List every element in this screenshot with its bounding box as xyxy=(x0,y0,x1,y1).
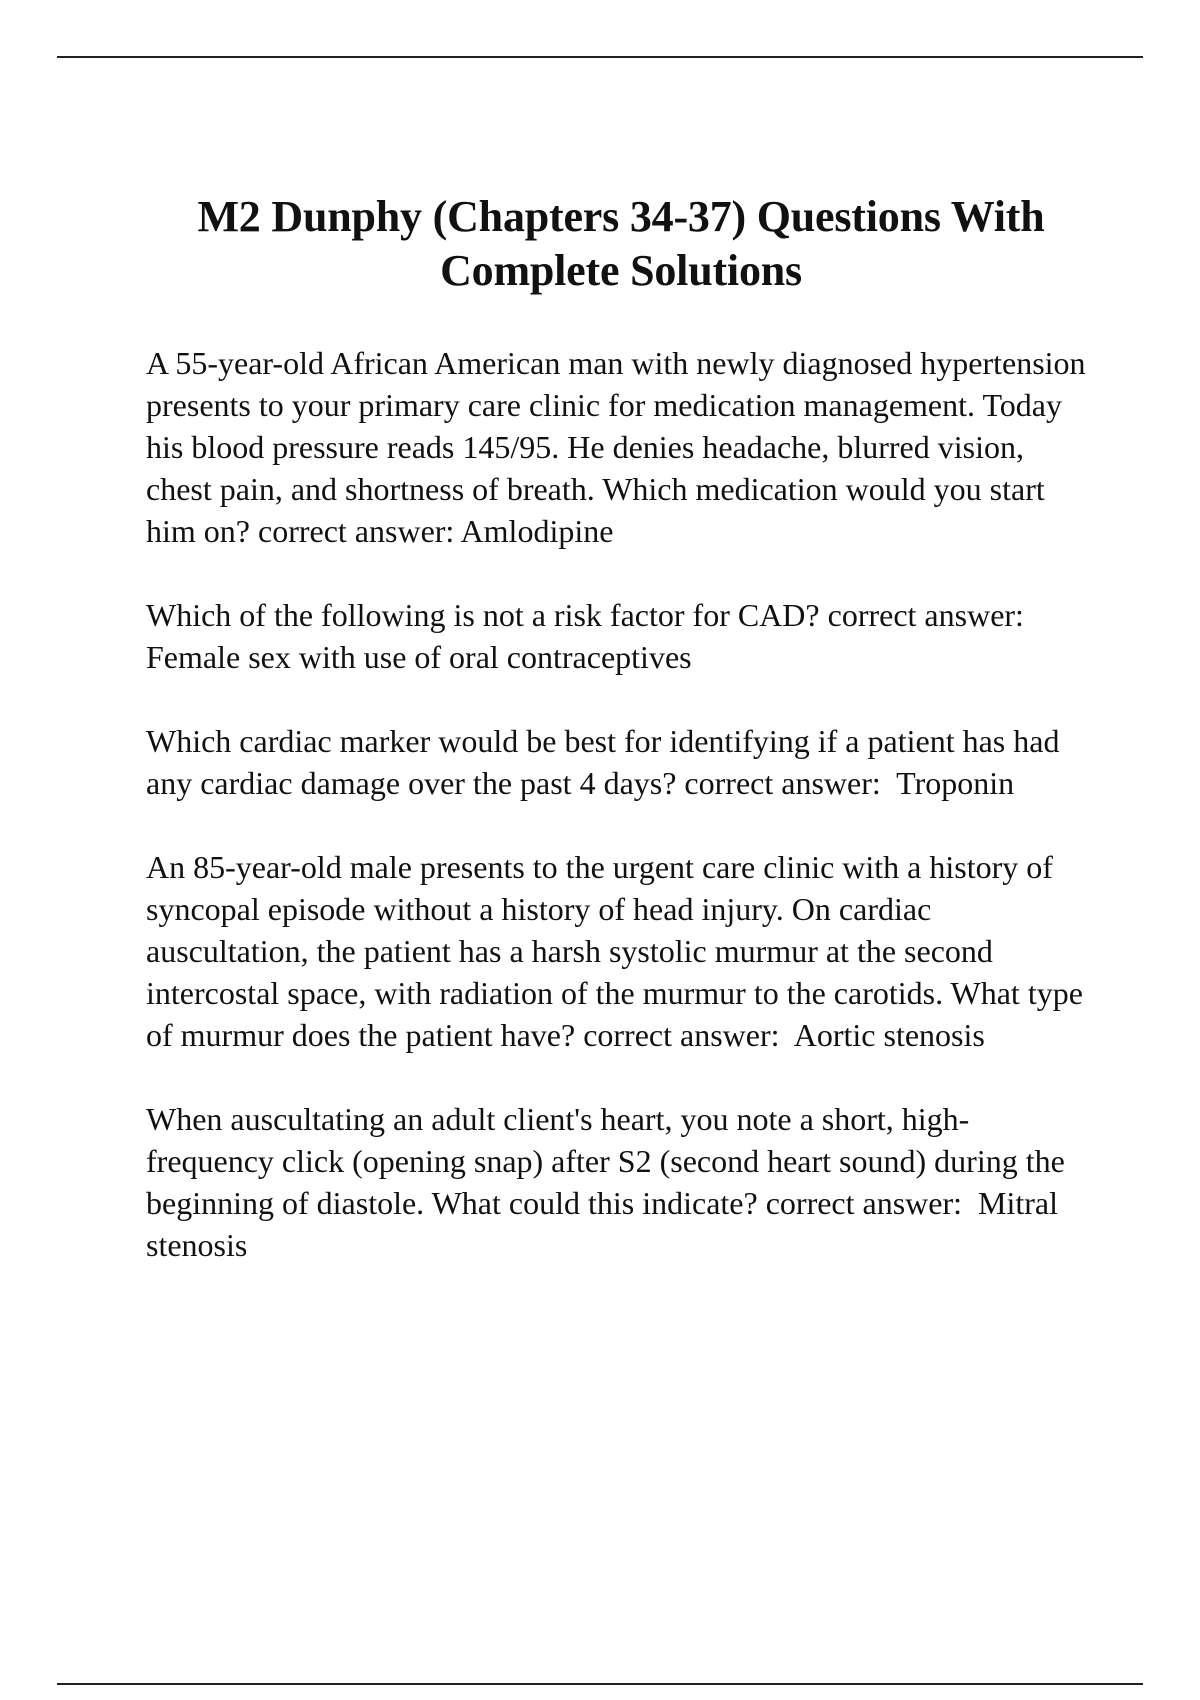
qa-item-2 xyxy=(146,594,1096,678)
question-text: When auscultating an adult client's heart, you note a short, high-frequency click (opening snap) after S2 (second heart sound) during the beginning of diastole. What could this indicate? xyxy=(146,1101,1073,1221)
question-text: Which cardiac marker would be best for identifying if a patient has had any cardiac damage over the past 4 days? xyxy=(146,723,1068,801)
question-text: Which of the following is not a risk factor for CAD? xyxy=(146,597,820,633)
qa-item-5 xyxy=(146,1098,1096,1266)
document-title: M2 Dunphy (Chapters 34-37) Questions With Complete Solutions xyxy=(197,192,1045,295)
answer-label: correct answer: xyxy=(684,765,881,801)
bottom-rule xyxy=(57,1683,1143,1685)
answer-text: Aortic stenosis xyxy=(793,1017,985,1053)
answer-text: Amlodipine xyxy=(460,513,614,549)
qa-item-1 xyxy=(146,342,1096,552)
answer-label: correct answer: xyxy=(583,1017,780,1053)
qa-item-3 xyxy=(146,720,1096,804)
answer-text: Female sex with use of oral contraceptives xyxy=(146,639,692,675)
top-rule xyxy=(57,56,1143,58)
answer-text: Mitral stenosis xyxy=(146,1185,1067,1263)
qa-item-4 xyxy=(146,846,1096,1056)
qa-list xyxy=(146,342,1096,1266)
answer-label: correct answer: xyxy=(827,597,1024,633)
answer-label: correct answer: xyxy=(257,513,455,549)
document-body xyxy=(146,190,1096,1308)
question-text: A 55-year-old African American man with newly diagnosed hypertension presents to your primary care clinic for medication management. Today his blood pressure reads 145/95. He denies headache, blurred vision, chest pain, and shortness of breath. Which medication would you start him on? xyxy=(146,345,1094,549)
question-text: An 85-year-old male presents to the urgent care clinic with a history of syncopal episode without a history of head injury. On cardiac auscultation, the patient has a harsh systolic murmur at the second intercostal space, with radiation of the murmur to the carotids. What type of murmur does the patient have? xyxy=(146,849,1091,1053)
answer-text: Troponin xyxy=(896,765,1015,801)
answer-label: correct answer: xyxy=(765,1185,963,1221)
